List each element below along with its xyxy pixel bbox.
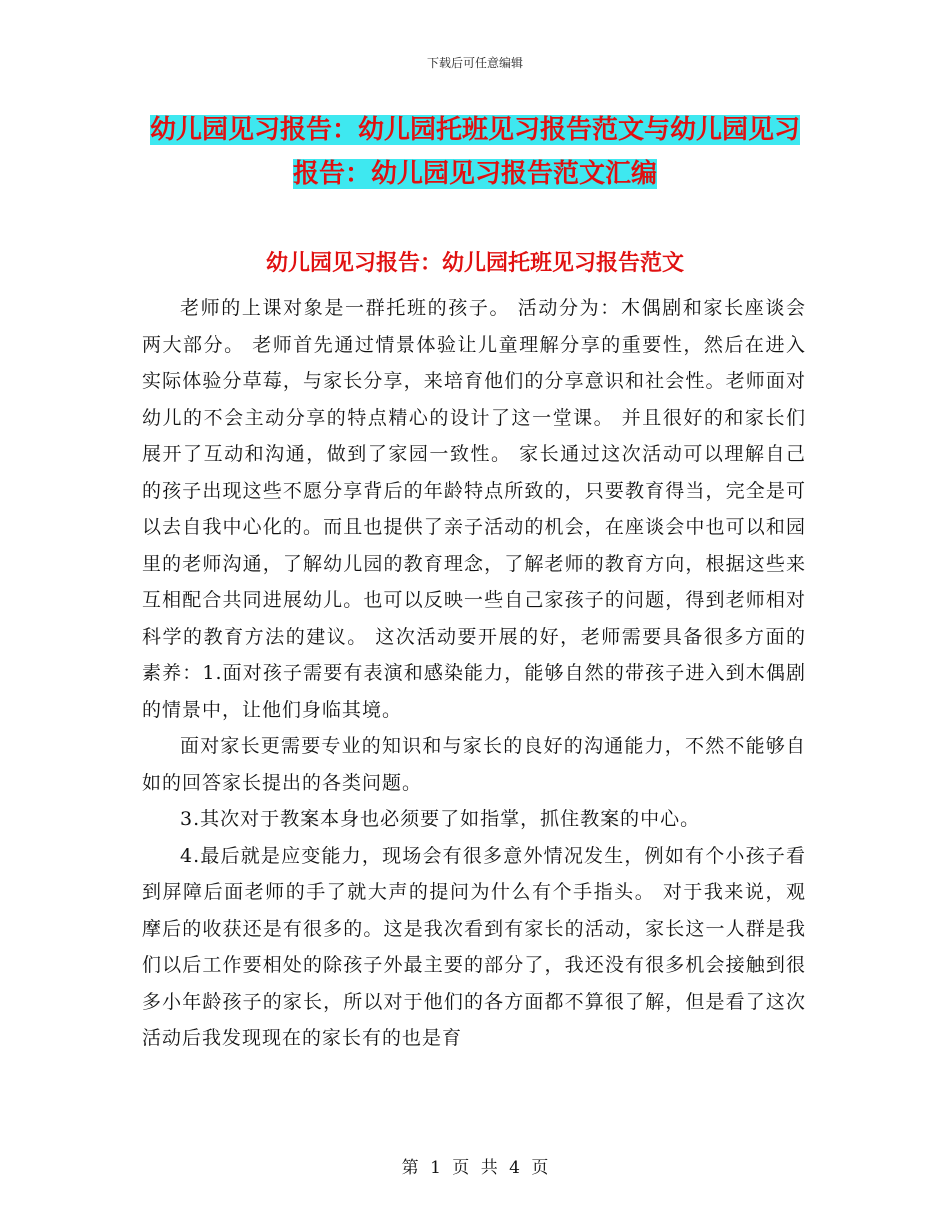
paragraph: 老师的上课对象是一群托班的孩子。 活动分为：木偶剧和家长座谈会两大部分。 老师首先通过情景体验让儿童理解分享的重要性，然后在进入实际体验分草莓，与家长分享，来培育他们的分享意识和社会性。老师面对幼儿的不会主动分享的特点精心的设计了这一堂课。 并且很好的和家长们展开了互动和沟通，做到了家园一致性。 家长通过这次活动可以理解自己的孩子出现这些不愿分享背后的年龄特点所致的，只要教育得当，完全是可以去自我中心化的。而且也提供了亲子活动的机会，在座谈会中也可以和园里的老师沟通，了解幼儿园的教育理念，了解老师的教育方向，根据这些来互相配合共同进展幼儿。也可以反映一些自己家孩子的问题，得到老师相对科学的教育方法的建议。 这次活动要开展的好，老师需要具备很多方面的素养：1.面对孩子需要有表演和感染能力，能够自然的带孩子进入到木偶剧的情景中，让他们身临其境。	[142, 297, 806, 721]
document-title-text: 幼儿园见习报告：幼儿园托班见习报告范文与幼儿园见习报告：幼儿园见习报告范文汇编	[149, 115, 800, 189]
section-title: 幼儿园见习报告：幼儿园托班见习报告范文	[265, 250, 684, 276]
paragraph: 面对家长更需要专业的知识和与家长的良好的沟通能力，不然不能够自如的回答家长提出的各类问题。	[142, 735, 806, 794]
document-title	[140, 108, 810, 196]
body-text	[142, 290, 806, 1057]
header-note: 下载后可任意编辑	[426, 56, 523, 70]
paragraph: 3.其次对于教案本身也必须要了如指掌，抓住教案的中心。	[180, 808, 701, 830]
page-footer: 第 1 页 共 4 页	[401, 1158, 549, 1178]
paragraph: 4.最后就是应变能力，现场会有很多意外情况发生，例如有个小孩子看到屏障后面老师的手了就大声的提问为什么有个手指头。 对于我来说，观摩后的收获还是有很多的。这是我次看到有家长的活动，家长这一人群是我们以后工作要相处的除孩子外最主要的部分了，我还没有很多机会接触到很多小年龄孩子的家长，所以对于他们的各方面都不算很了解，但是看了这次活动后我发现现在的家长有的也是育	[142, 844, 806, 1049]
